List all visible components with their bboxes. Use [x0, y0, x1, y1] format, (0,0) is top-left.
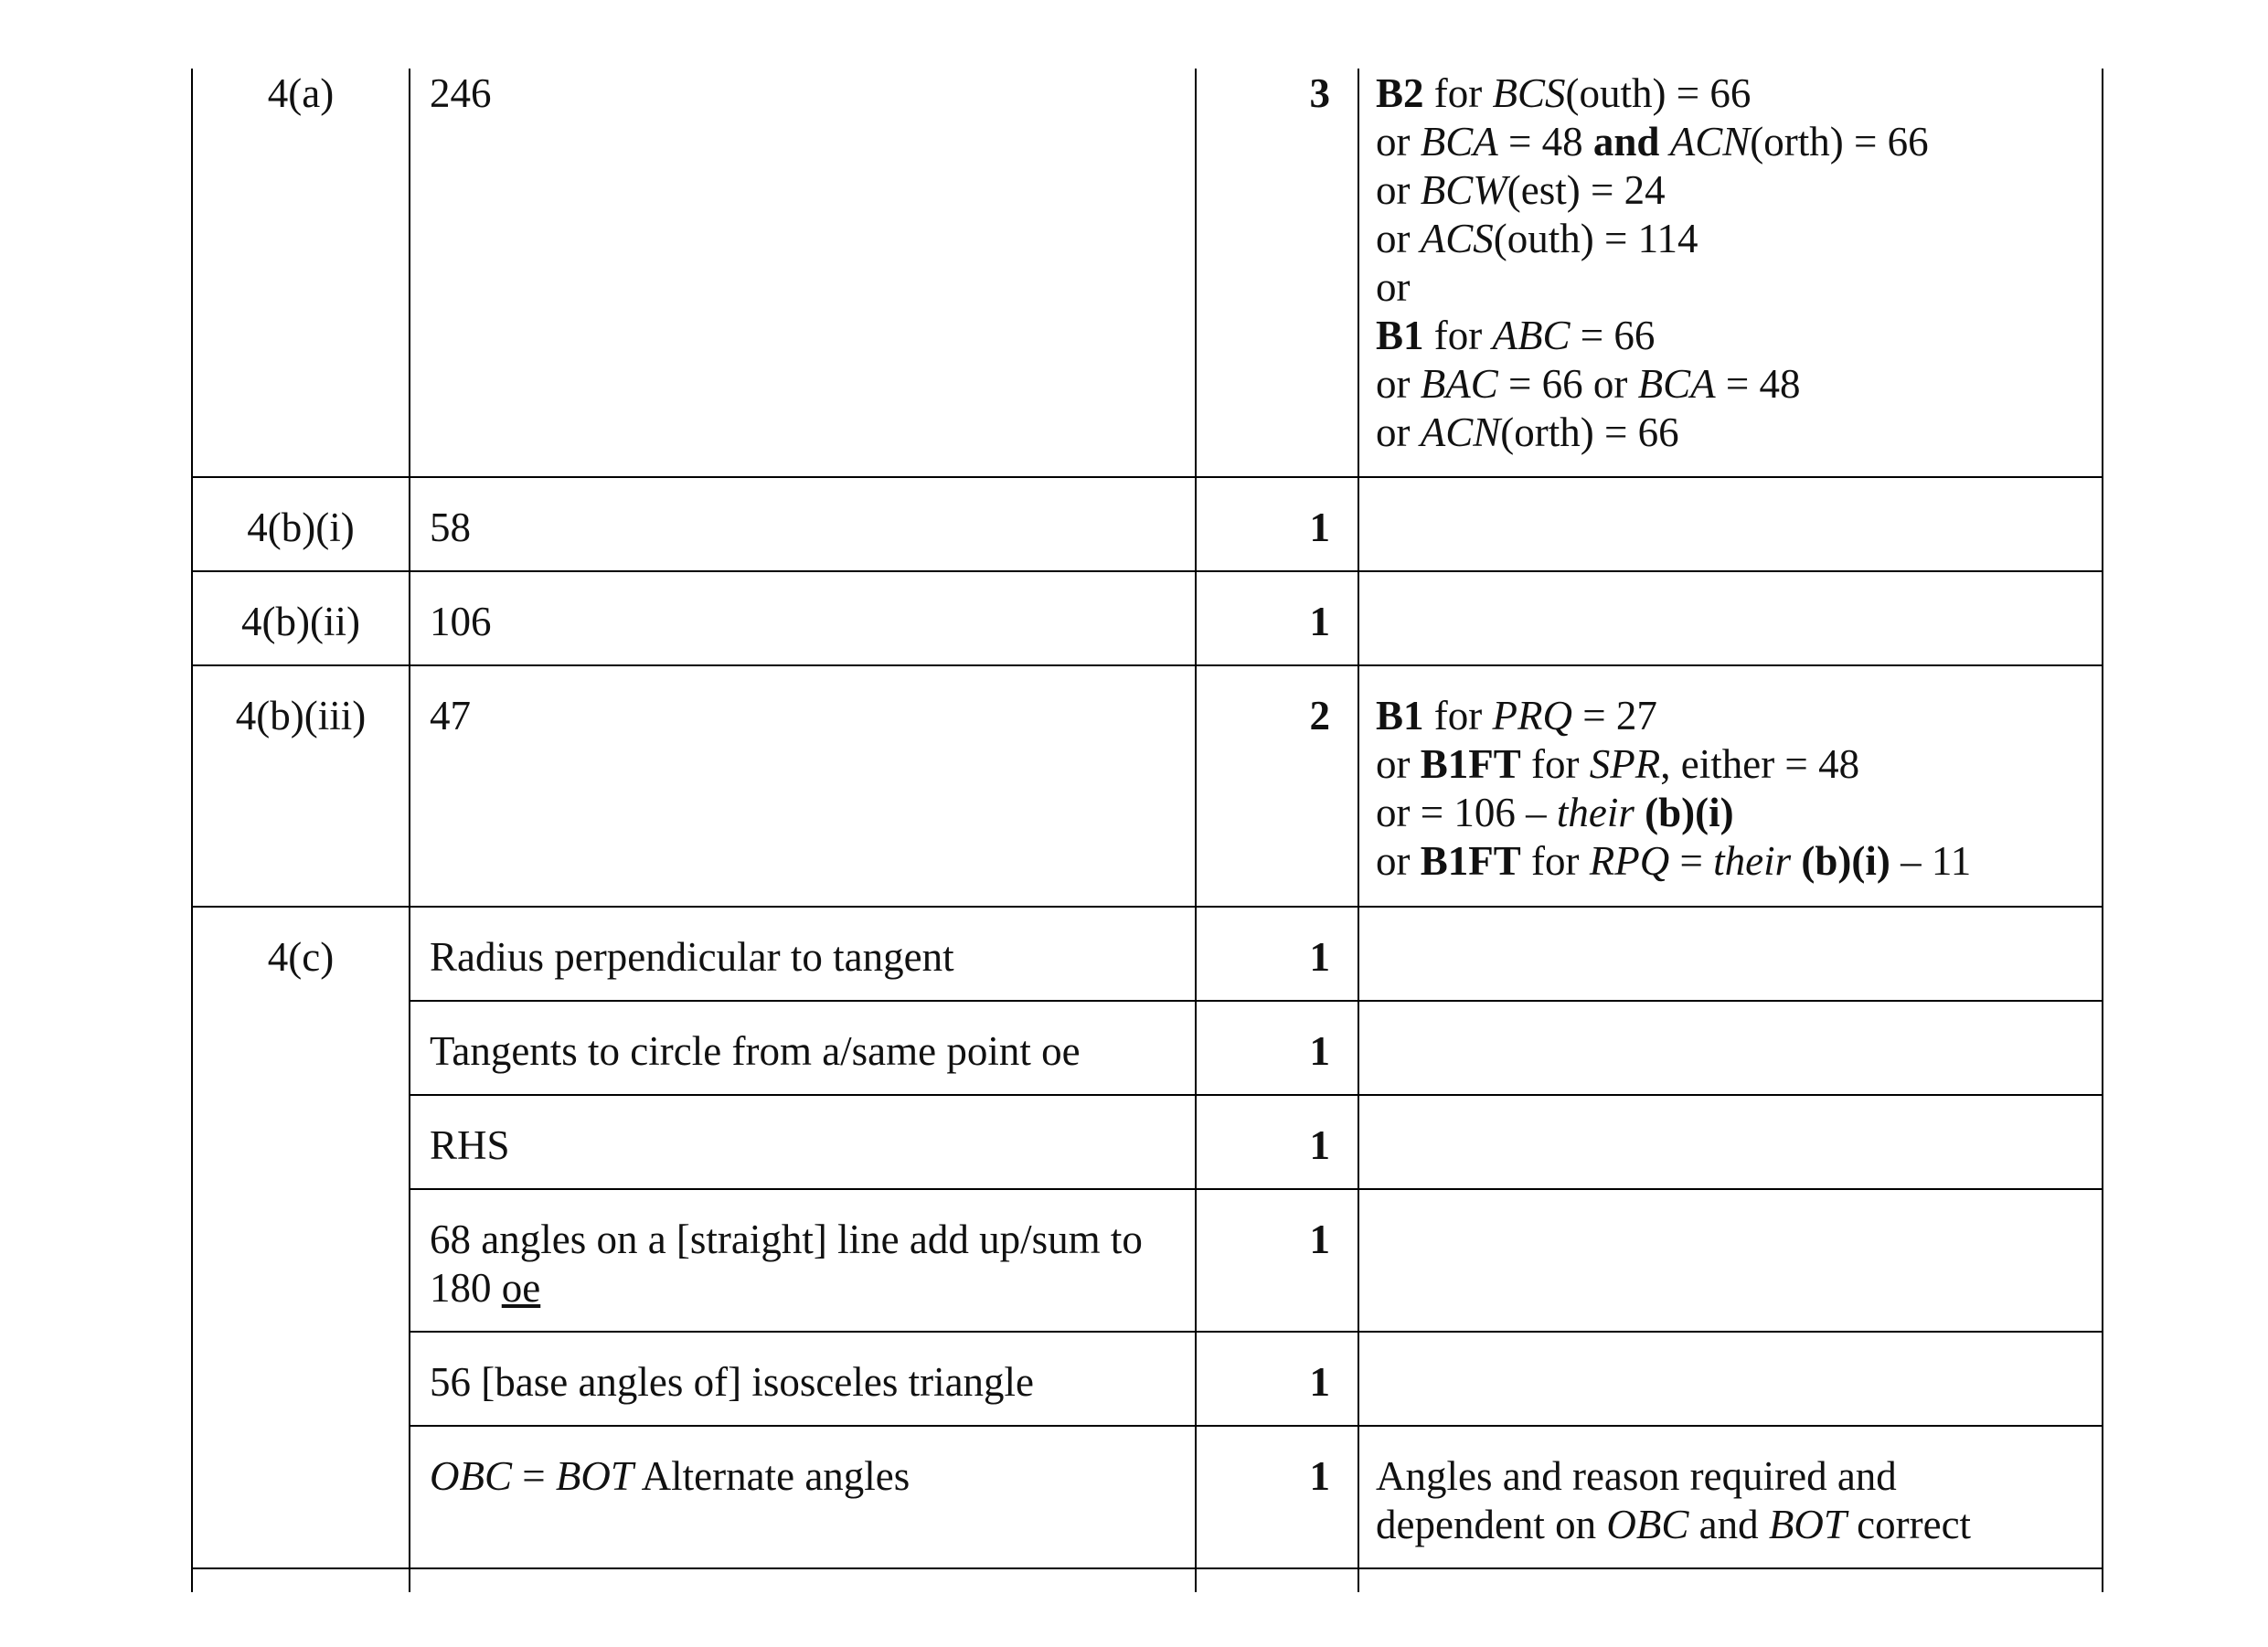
- text-run: for: [1423, 693, 1493, 738]
- row-divider: [191, 570, 2103, 572]
- text-run: and: [1592, 119, 1660, 165]
- text-run: or: [1376, 409, 1421, 455]
- row-divider: [409, 1000, 2103, 1002]
- guidance-line: [1376, 1501, 1971, 1549]
- text-run: RHS: [430, 1122, 510, 1168]
- answer: 246: [430, 70, 492, 116]
- text-run: BOT: [1768, 1502, 1847, 1547]
- answer: [430, 1216, 1188, 1312]
- guidance-line: [1376, 789, 1971, 837]
- text-run: B1: [1376, 693, 1424, 738]
- text-run: dependent on: [1376, 1502, 1607, 1547]
- text-run: BOT: [555, 1453, 634, 1499]
- text-run: (outh) = 66: [1565, 70, 1752, 116]
- marks: 2: [1309, 693, 1330, 738]
- guidance-line: [1376, 69, 1929, 118]
- answer: 106: [430, 599, 492, 644]
- guidance-line: [1376, 118, 1929, 166]
- text-run: [1634, 790, 1645, 835]
- text-run: or: [1376, 838, 1421, 884]
- text-run: or: [1376, 167, 1421, 213]
- text-run: (b)(i): [1801, 838, 1890, 884]
- text-run: B2: [1376, 70, 1424, 116]
- text-run: – 11: [1890, 838, 1972, 884]
- answer: [430, 1358, 1034, 1407]
- text-run: OBC: [430, 1453, 512, 1499]
- question-number: 4(b)(iii): [235, 693, 367, 738]
- text-run: or: [1376, 216, 1421, 261]
- text-run: PRQ: [1492, 693, 1572, 738]
- text-run: for: [1423, 313, 1493, 358]
- marks: 1: [1309, 934, 1330, 980]
- text-run: ABC: [1492, 313, 1571, 358]
- answer: [430, 1121, 510, 1170]
- row-divider: [191, 664, 2103, 666]
- text-run: or: [1376, 361, 1421, 407]
- text-run: BCW: [1420, 167, 1507, 213]
- column-divider: [409, 69, 410, 1592]
- row-divider: [409, 1331, 2103, 1333]
- text-run: ACN: [1420, 409, 1501, 455]
- text-run: correct: [1846, 1502, 1972, 1547]
- text-run: ACS: [1420, 216, 1494, 261]
- answer: 47: [430, 693, 471, 738]
- text-run: or = 106 –: [1376, 790, 1557, 835]
- text-run: Angles and reason required and: [1376, 1453, 1897, 1499]
- text-run: oe: [501, 1265, 541, 1311]
- text-run: (orth) = 66: [1500, 409, 1679, 455]
- text-run: and: [1688, 1502, 1769, 1547]
- marks: 3: [1309, 70, 1330, 116]
- text-run: (est) = 24: [1507, 167, 1666, 213]
- guidance-line: [1376, 1452, 1971, 1501]
- answer: 58: [430, 505, 471, 550]
- column-divider: [2102, 69, 2103, 1592]
- marks: 1: [1309, 1122, 1330, 1168]
- column-divider: [191, 69, 193, 1592]
- guidance-line: [1376, 692, 1971, 740]
- answer: [430, 933, 954, 982]
- text-run: OBC: [1606, 1502, 1689, 1547]
- text-run: [1791, 838, 1801, 884]
- text-run: SPR: [1589, 741, 1661, 787]
- text-run: for: [1520, 741, 1590, 787]
- guidance: [1376, 1452, 1971, 1549]
- guidance-line: [1376, 409, 1929, 457]
- text-run: Tangents to circle from a/same point oe: [430, 1028, 1081, 1074]
- text-run: Radius perpendicular to tangent: [430, 934, 954, 980]
- marks: 1: [1309, 1359, 1330, 1405]
- guidance: [1376, 692, 1971, 886]
- text-run: Alternate angles: [633, 1453, 910, 1499]
- guidance-line: [1376, 740, 1971, 789]
- answer: [430, 1027, 1081, 1076]
- question-number: 4(a): [267, 70, 335, 116]
- row-divider: [409, 1188, 2103, 1190]
- question-number: 4(b)(ii): [241, 599, 360, 644]
- guidance-line: [1376, 360, 1929, 409]
- guidance-line: [1376, 166, 1929, 215]
- text-run: 56 [base angles of] isosceles triangle: [430, 1359, 1035, 1405]
- text-run: = 66 or: [1497, 361, 1638, 407]
- text-run: BAC: [1420, 361, 1498, 407]
- question-number: 4(b)(i): [247, 505, 355, 550]
- row-divider: [191, 476, 2103, 478]
- text-run: their: [1556, 790, 1634, 835]
- answer: [430, 1452, 910, 1501]
- column-divider: [1358, 69, 1359, 1592]
- row-divider: [409, 1425, 2103, 1427]
- row-divider: [191, 1567, 2103, 1569]
- text-run: B1: [1376, 313, 1424, 358]
- text-run: = 48: [1715, 361, 1801, 407]
- text-run: 68 angles on a [straight] line add up/sum to 180: [430, 1217, 1143, 1311]
- text-run: BCA: [1637, 361, 1716, 407]
- text-run: BCS: [1492, 70, 1566, 116]
- text-run: = 27: [1571, 693, 1657, 738]
- text-run: for: [1423, 70, 1493, 116]
- text-run: or: [1376, 264, 1411, 310]
- guidance-line: [1376, 312, 1929, 360]
- text-run: ACN: [1669, 119, 1751, 165]
- text-run: = 66: [1570, 313, 1656, 358]
- question-number: 4(c): [267, 934, 335, 980]
- guidance-line: [1376, 215, 1929, 263]
- text-run: BCA: [1420, 119, 1498, 165]
- text-run: their: [1713, 838, 1792, 884]
- guidance: [1376, 69, 1929, 457]
- text-run: or: [1376, 119, 1421, 165]
- marks: 1: [1309, 1217, 1330, 1262]
- marks: 1: [1309, 1028, 1330, 1074]
- row-divider: [409, 1094, 2103, 1096]
- guidance-line: [1376, 837, 1971, 886]
- row-divider: [191, 906, 2103, 908]
- text-run: [1659, 119, 1669, 165]
- marks: 1: [1309, 1453, 1330, 1499]
- guidance-line: [1376, 263, 1929, 312]
- text-run: (b)(i): [1645, 790, 1734, 835]
- text-run: =: [1669, 838, 1714, 884]
- text-run: B1FT: [1420, 741, 1521, 787]
- text-run: (orth) = 66: [1750, 119, 1929, 165]
- text-run: B1FT: [1420, 838, 1521, 884]
- text-run: or: [1376, 741, 1421, 787]
- marks: 1: [1309, 505, 1330, 550]
- text-run: =: [512, 1453, 556, 1499]
- marks: 1: [1309, 599, 1330, 644]
- text-run: , either = 48: [1660, 741, 1860, 787]
- text-run: (outh) = 114: [1493, 216, 1698, 261]
- text-run: for: [1520, 838, 1590, 884]
- text-run: = 48: [1497, 119, 1593, 165]
- text-run: RPQ: [1589, 838, 1670, 884]
